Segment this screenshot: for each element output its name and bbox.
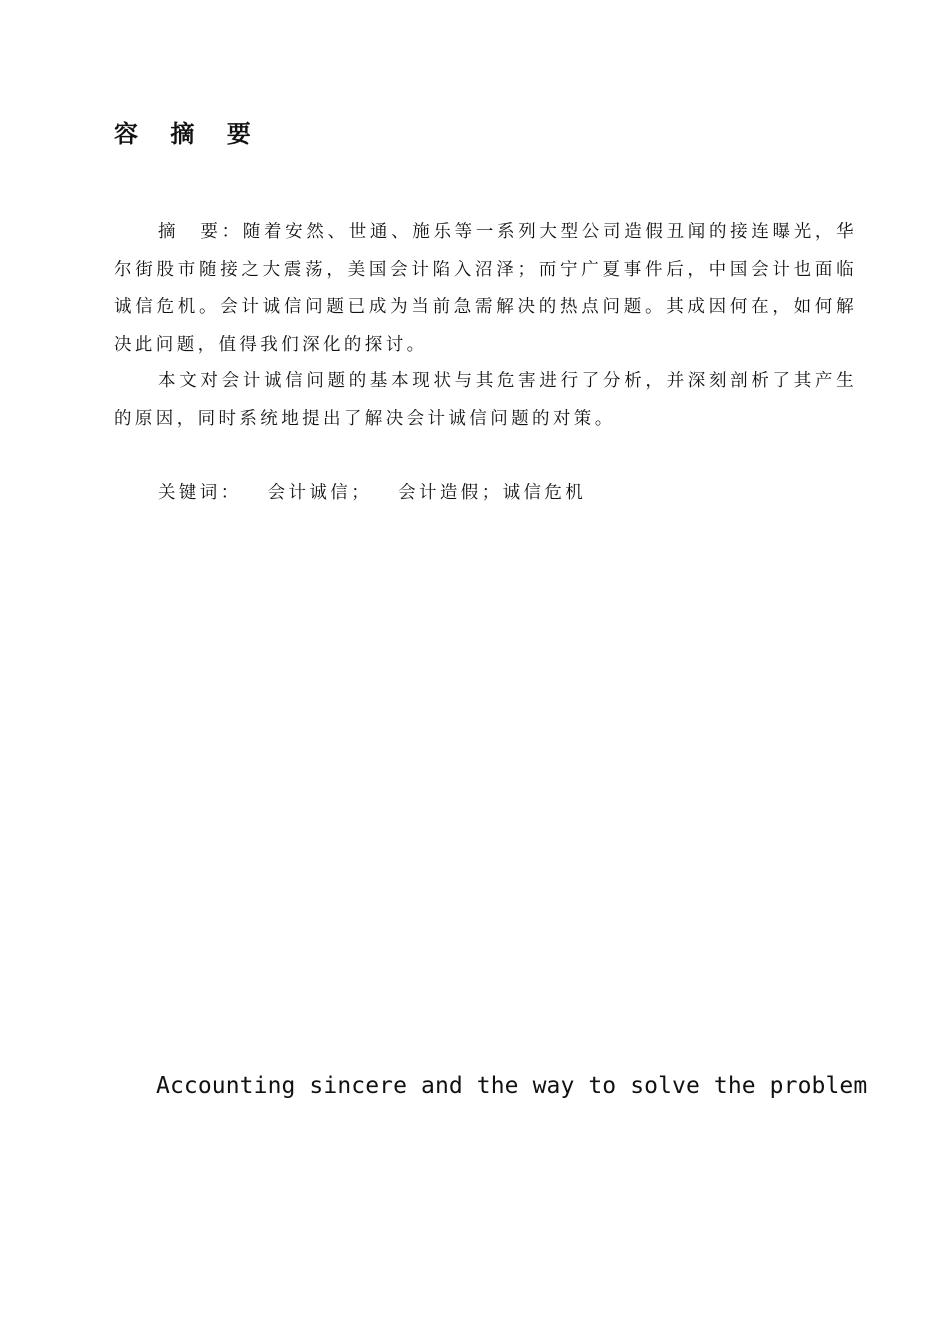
keyword-item: 会计造假；诚信危机 bbox=[398, 483, 587, 503]
abstract-paragraph-2: 本文对会计诚信问题的基本现状与其危害进行了分析，并深刻剖析了其产生的原因，同时系统地提出了解决会计诚信问题的对策。 bbox=[114, 371, 857, 429]
keywords-label: 关键词： bbox=[158, 483, 242, 503]
keywords-line bbox=[158, 475, 586, 511]
english-title: Accounting sincere and the way to solve the problem bbox=[156, 1073, 868, 1099]
keyword-item: 会计诚信； bbox=[267, 483, 373, 503]
page-heading: 容 摘 要 bbox=[114, 120, 263, 148]
abstract-paragraph-1: 摘 要：随着安然、世通、施乐等一系列大型公司造假丑闻的接连曝光，华尔街股市随接之大震荡，美国会计陷入沼泽；而宁广夏事件后，中国会计也面临诚信危机。会计诚信问题已成为当前急需解决的热点问题。其成因何在，如何解决此问题，值得我们深化的探讨。 bbox=[114, 222, 857, 355]
